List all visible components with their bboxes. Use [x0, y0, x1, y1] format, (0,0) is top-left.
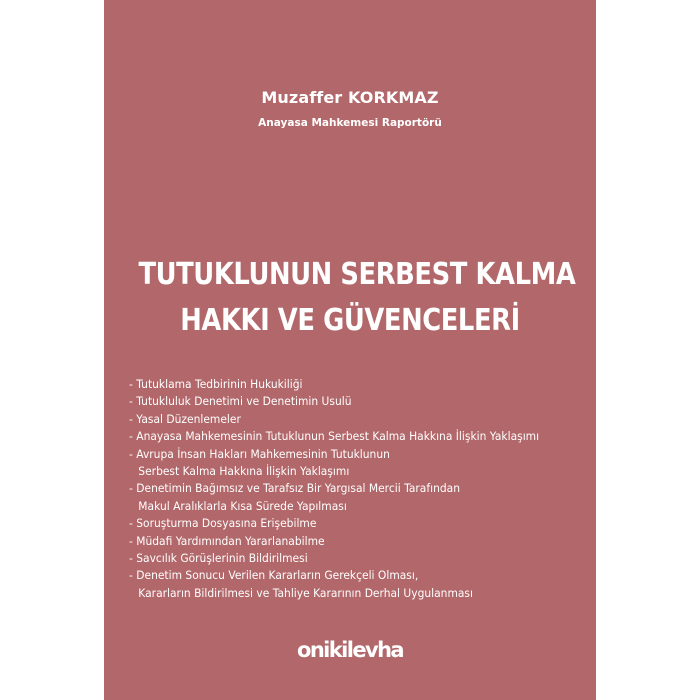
topics-list	[129, 376, 591, 602]
topic-item: - Anayasa Mahkemesinin Tutuklunun Serbest Kalma Hakkına İlişkin Yaklaşımı	[129, 429, 540, 444]
book-title	[138, 252, 576, 344]
topic-item-continuation: Kararların Bildirilmesi ve Tahliye Kararının Derhal Uygulanması	[138, 585, 473, 600]
author-role: Anayasa Mahkemesi Raportörü	[258, 117, 442, 129]
topic-item: - Denetimin Bağımsız ve Tarafsız Bir Yargısal Mercii Tarafından	[129, 481, 460, 496]
topic-item: - Avrupa İnsan Hakları Mahkemesinin Tutuklunun	[129, 446, 390, 461]
topic-item-continuation: Serbest Kalma Hakkına İlişkin Yaklaşımı	[138, 464, 350, 479]
topic-item: - Savcılık Görüşlerinin Bildirilmesi	[129, 551, 308, 566]
topic-item: - Soruşturma Dosyasına Erişebilme	[129, 516, 317, 531]
title-line-2: HAKKI VE GÜVENCELERİ	[180, 303, 520, 338]
author-name: Muzaffer KORKMAZ	[261, 88, 439, 107]
title-line-1: TUTUKLUNUN SERBEST KALMA	[138, 257, 576, 292]
topic-item: - Denetim Sonucu Verilen Kararların Gerekçeli Olması,	[129, 568, 419, 583]
publisher-logo: onikilevha	[297, 638, 403, 662]
topic-item: - Yasal Düzenlemeler	[129, 411, 241, 426]
book-cover	[104, 0, 596, 700]
topic-item: - Müdafi Yardımından Yararlanabilme	[129, 533, 325, 548]
topic-item-continuation: Makul Aralıklarla Kısa Sürede Yapılması	[138, 498, 347, 513]
topic-item: - Tutukluluk Denetimi ve Denetimin Usulü	[129, 394, 352, 409]
topic-item: - Tutuklama Tedbirinin Hukukiliği	[129, 377, 303, 391]
